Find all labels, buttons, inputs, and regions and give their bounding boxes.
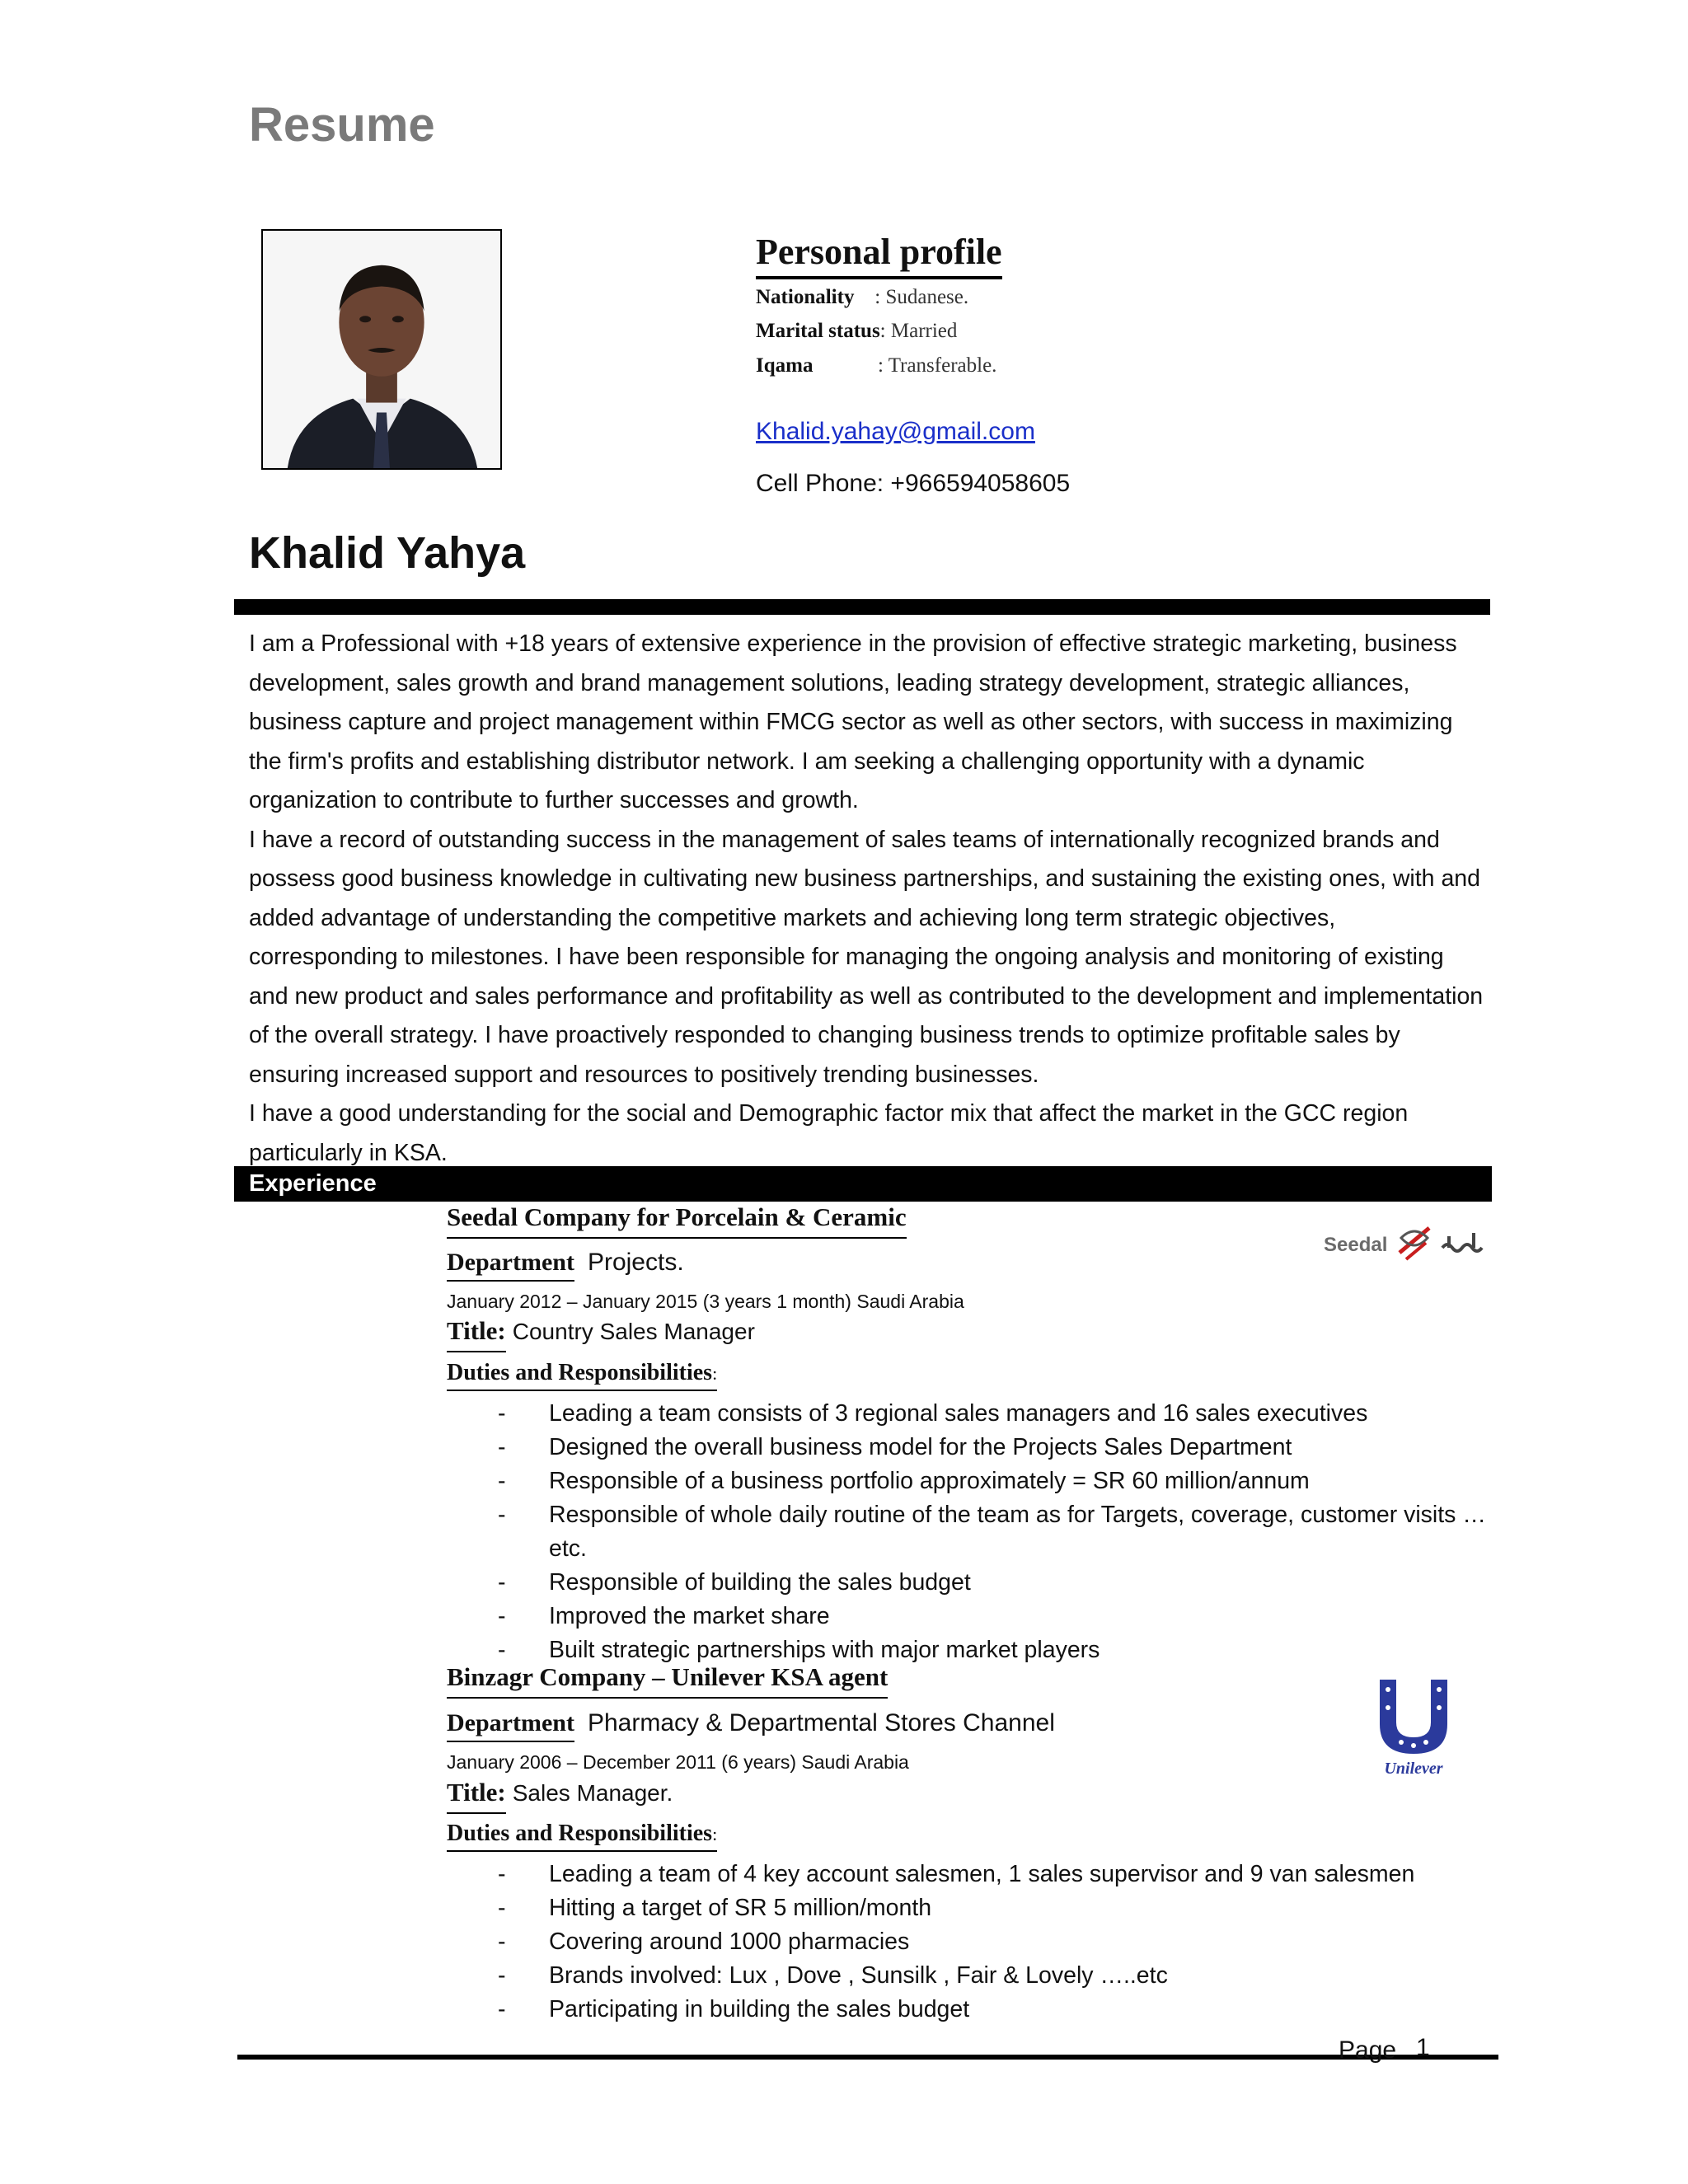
list-item: - Covering around 1000 pharmacies xyxy=(498,1925,1512,1959)
job-title-label: Title: xyxy=(447,1778,506,1814)
company-name: Binzagr Company – Unilever KSA agent xyxy=(447,1662,888,1699)
cell-phone: Cell Phone: +966594058605 xyxy=(756,470,1071,497)
summary-paragraph: I am a Professional with +18 years of extensive experience in the provision of effective strategic marketing, business development, sales growth and brand management solutions, leading strategy development, strategic alliances, business capture and project management within FMCG sector as well as other sectors, with success in maximizing the firm's profits and establishing distributor network. I am seeking a challenging opportunity with a dynamic organization to contribute to further successes and growth. xyxy=(249,630,1457,813)
marital-status-row xyxy=(756,320,957,343)
list-item: - Hitting a target of SR 5 million/month xyxy=(498,1891,1512,1925)
duties-heading: Duties and Responsibilities: xyxy=(447,1360,717,1391)
seedal-logo-icon xyxy=(1317,1212,1498,1277)
list-item: - Leading a team of 4 key account salesmen, 1 sales supervisor and 9 van salesmen xyxy=(498,1858,1512,1891)
profile-heading: Personal profile xyxy=(756,231,1002,279)
duties-label: Duties and Responsibilities xyxy=(447,1821,713,1846)
job-title-label: Title: xyxy=(447,1316,506,1352)
candidate-name: Khalid Yahya xyxy=(249,528,526,578)
list-item: - Built strategic partnerships with major market players xyxy=(498,1633,1512,1667)
company-name: Seedal Company for Porcelain & Ceramic xyxy=(447,1202,907,1239)
footer-rule xyxy=(237,2055,1498,2060)
unilever-logo-icon xyxy=(1368,1671,1459,1779)
summary xyxy=(249,625,1485,1173)
email-link[interactable]: Khalid.yahay@gmail.com xyxy=(756,418,1035,445)
summary-paragraph: I have a record of outstanding success in the management of sales teams of internationally recognized brands and possess good business knowledge in cultivating new business partnerships, and sustaining the existing ones, with and added advantage of understanding the competitive markets and achieving long term strategic objectives, corresponding to milestones. I have been responsible for managing the ongoing analysis and monitoring of existing and new product and sales performance and profitability as well as contributed to the development and implementation of the overall strategy. I have proactively responded to changing business trends to optimize profitable sales by ensuring increased support and resources to positively trending businesses. xyxy=(249,826,1484,1088)
seedal-logo-text: Seedal xyxy=(1324,1234,1388,1256)
nationality-value: : Sudanese. xyxy=(870,286,969,308)
department-value: Projects. xyxy=(587,1249,684,1276)
list-item: - Responsible of building the sales budget xyxy=(498,1566,1512,1600)
department-value: Pharmacy & Departmental Stores Channel xyxy=(587,1709,1055,1736)
profile-photo xyxy=(261,229,502,470)
list-item: - Brands involved: Lux , Dove , Sunsilk , Fair & Lovely …..etc xyxy=(498,1959,1512,1993)
iqama-label: Iqama xyxy=(756,354,814,377)
list-item: - Responsible of a business portfolio approximately = SR 60 million/annum xyxy=(498,1465,1512,1498)
seedal-logo xyxy=(1317,1212,1498,1277)
iqama-value: : Transferable. xyxy=(878,354,997,377)
person-photo-icon xyxy=(263,231,500,468)
page-number: 1 xyxy=(1416,2034,1430,2061)
duties-heading: Duties and Responsibilities: xyxy=(447,1821,717,1852)
experience-heading: Experience xyxy=(249,1170,377,1197)
marital-status-label: Marital status xyxy=(756,320,880,342)
unilever-logo xyxy=(1368,1671,1459,1779)
department-label: Department xyxy=(447,1709,574,1742)
duties-list xyxy=(498,1397,1512,1667)
list-item: - Improved the market share xyxy=(498,1600,1512,1633)
marital-status-value: : Married xyxy=(879,320,958,342)
list-item: - Participating in building the sales budget xyxy=(498,1993,1512,2027)
department-label: Department xyxy=(447,1249,574,1282)
nationality-label: Nationality xyxy=(756,286,855,308)
job-title-value: Sales Manager. xyxy=(512,1780,673,1806)
list-item: - Leading a team consists of 3 regional sales managers and 16 sales executives xyxy=(498,1397,1512,1431)
document-title: Resume xyxy=(249,98,435,152)
job-title-value: Country Sales Manager xyxy=(512,1319,755,1344)
experience-bar xyxy=(234,1166,1492,1202)
job-dates: January 2012 – January 2015 (3 years 1 month) Saudi Arabia xyxy=(447,1291,964,1312)
unilever-logo-text: Unilever xyxy=(1384,1760,1443,1778)
nationality-row xyxy=(756,286,968,309)
department-row xyxy=(447,1709,1055,1742)
divider-bar xyxy=(234,599,1490,615)
list-item: - Designed the overall business model for the Projects Sales Department xyxy=(498,1431,1512,1465)
list-item: - Responsible of whole daily routine of the team as for Targets, coverage, customer visits … etc. xyxy=(498,1498,1512,1566)
page-label: Page xyxy=(1339,2036,1397,2064)
iqama-row xyxy=(756,354,996,377)
department-row xyxy=(447,1249,684,1282)
job-title-row xyxy=(447,1316,755,1352)
duties-label: Duties and Responsibilities xyxy=(447,1360,713,1385)
job-dates: January 2006 – December 2011 (6 years) Saudi Arabia xyxy=(447,1751,909,1773)
duties-list xyxy=(498,1858,1512,2027)
summary-paragraph: I have a good understanding for the social and Demographic factor mix that affect the market in the GCC region particularly in KSA. xyxy=(249,1100,1409,1166)
job-title-row xyxy=(447,1778,673,1814)
